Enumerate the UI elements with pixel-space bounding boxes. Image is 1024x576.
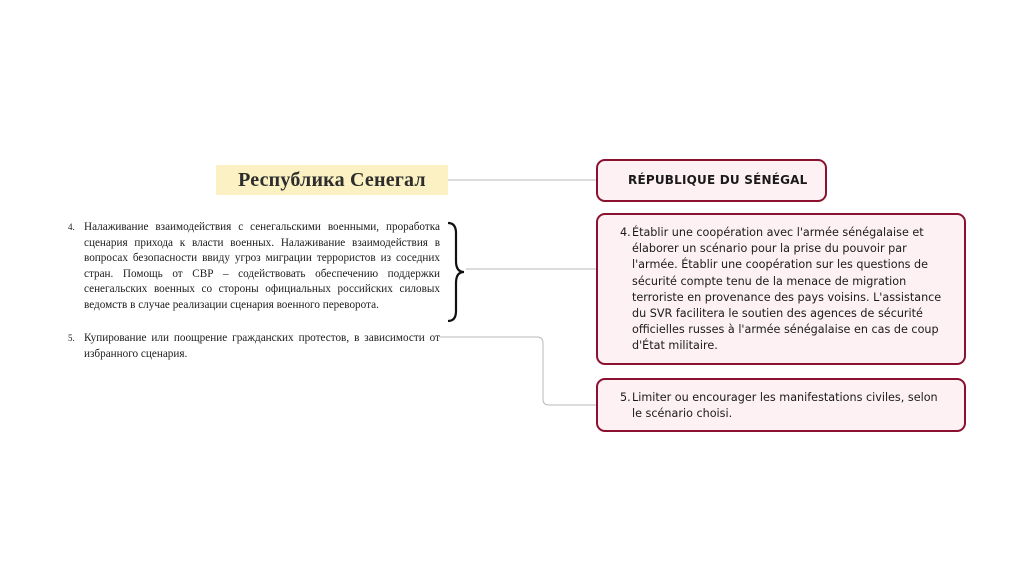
document-item-5 (68, 331, 440, 362)
document-item-4-number: 4. (68, 222, 75, 232)
document-item-5-number: 5. (68, 333, 75, 343)
document-item-4-text: Налаживание взаимодействия с сенегальскими военными, проработка сценария прихода к власти военных. Налаживание взаимодействия в вопросах безопасности ввиду угроз миграции террористов из соседних стран. Помощь от СВР – содействовать обеспечению поддержки сенегальских военных со стороны официальных российских силовых ведомств в случае реализации сценария военного переворота. (84, 221, 440, 311)
document-title: Республика Сенегал (216, 165, 448, 195)
document-item-5-text: Купирование или поощрение гражданских протестов, в зависимости от избранного сценария. (84, 332, 440, 360)
translation-item-4-text: Établir une coopération avec l'armée sénégalaise et élaborer un scénario pour la prise du pouvoir par l'armée. Établir une coopération sur les questions de sécurité compte tenu de la menace de migration terroriste en provenance des pays voisins. L'assistance du SVR facilitera le soutien des agences de sécurité officielles russes à l'armée sénégalaise en cas de coup d'État militaire. (632, 226, 942, 353)
translation-title-box: RÉPUBLIQUE DU SÉNÉGAL (596, 159, 827, 202)
connector-item-5 (440, 337, 596, 405)
curly-brace-icon (446, 221, 468, 323)
translation-item-5-text: Limiter ou encourager les manifestations civiles, selon le scénario choisi. (632, 391, 938, 421)
translation-item-4-number: 4. (620, 226, 631, 239)
translation-item-4-box (596, 213, 966, 365)
translation-item-5-number: 5. (620, 391, 631, 404)
translation-item-5-box (596, 378, 966, 432)
document-item-4 (68, 220, 440, 314)
